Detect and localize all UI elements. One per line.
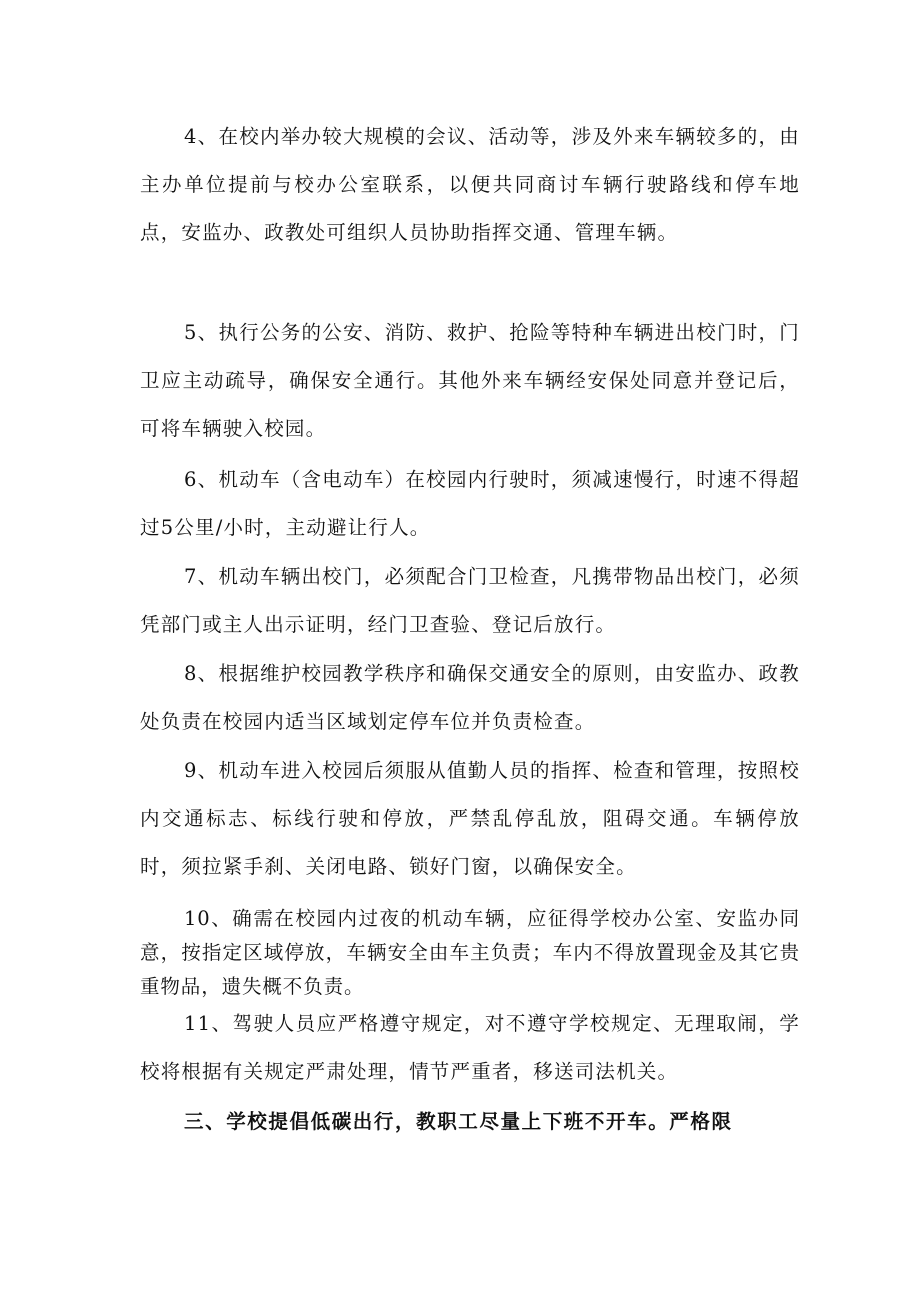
paragraph-item-11: 11、驾驶人员应严格遵守规定，对不遵守学校规定、无理取闹，学校将根据有关规定严肃处理，情节严重者，移送司法机关。 <box>140 1012 800 1083</box>
paragraph-item-8: 8、根据维护校园教学秩序和确保交通安全的原则，由安监办、政教处负责在校园内适当区域划定停车位并负责检查。 <box>140 662 800 733</box>
section-heading-3: 三、学校提倡低碳出行，教职工尽量上下班不开车。严格限 <box>184 1110 733 1133</box>
paragraph-item-7: 7、机动车辆出校门，必须配合门卫检查，凡携带物品出校门，必须凭部门或主人出示证明，经门卫查验、登记后放行。 <box>140 565 800 636</box>
paragraph-item-10: 10、确需在校园内过夜的机动车辆，应征得学校办公室、安监办同意，按指定区域停放，车辆安全由车主负责；车内不得放置现金及其它贵重物品，遗失概不负责。 <box>140 907 800 998</box>
paragraph-item-6: 6、机动车（含电动车）在校园内行驶时，须减速慢行，时速不得超过5公里/小时，主动避让行人。 <box>140 468 800 539</box>
paragraph-item-4: 4、在校内举办较大规模的会议、活动等，涉及外来车辆较多的，由主办单位提前与校办公室联系，以便共同商讨车辆行驶路线和停车地点，安监办、政教处可组织人员协助指挥交通、管理车辆。 <box>140 125 800 244</box>
paragraph-item-5: 5、执行公务的公安、消防、救护、抢险等特种车辆进出校门时，门卫应主动疏导，确保安全通行。其他外来车辆经安保处同意并登记后，可将车辆驶入校园。 <box>140 321 800 440</box>
paragraph-item-9: 9、机动车进入校园后须服从值勤人员的指挥、检查和管理，按照校内交通标志、标线行驶和停放，严禁乱停乱放，阻碍交通。车辆停放时，须拉紧手刹、关闭电路、锁好门窗，以确保安全。 <box>140 759 800 878</box>
